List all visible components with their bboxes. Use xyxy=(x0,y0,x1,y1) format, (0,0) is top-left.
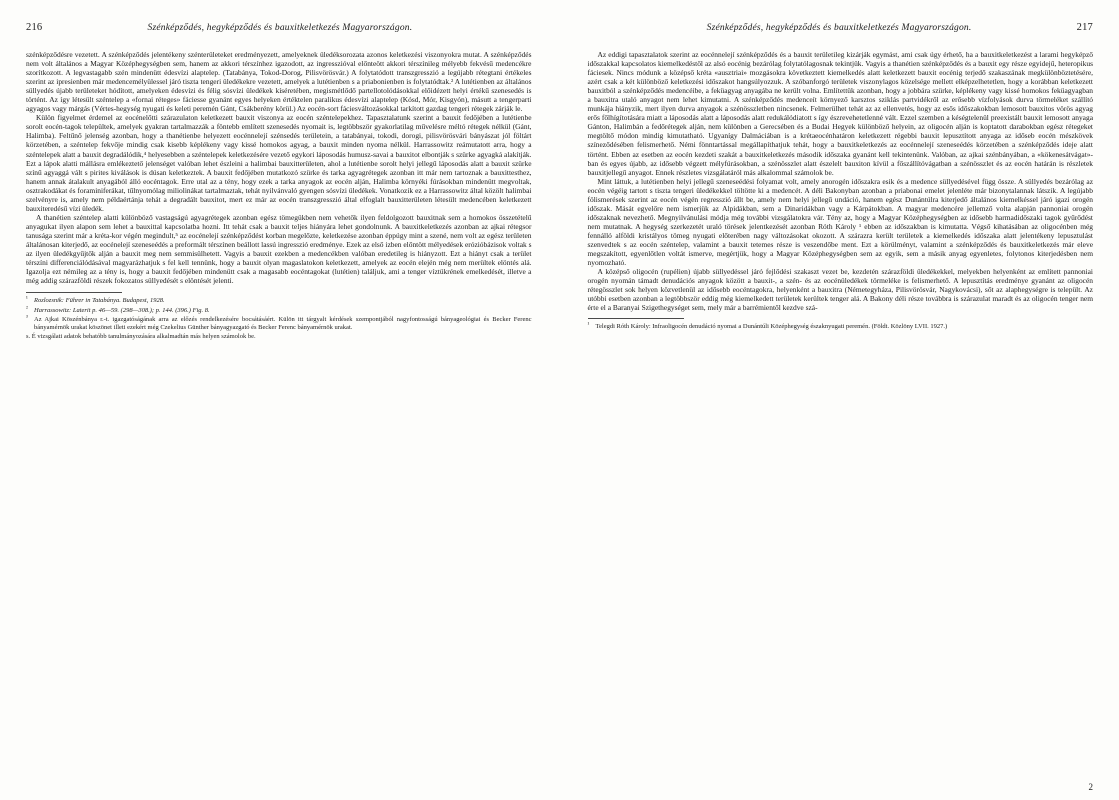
left-page xyxy=(26,22,560,790)
paragraph: A középső oligocén (rupélien) újabb süllyedéssel járó fejlődési szakaszt vezet be, kezdetén szárazföldi üledékekkel, melyekben helyenként az említett pannoniai orogén nyomán támadt denudációs anyagok között a bauxit-, a szén- és az eocénüledékek törmeléke is felismerhető. A lepusztítás eredménye gyanánt az oligocén rétegösszlet sok helyen közvetlenül az idősebb eocéntagokra, helyenként a bauxitra (Németegyháza, Pilisvörösvár, Nagykovácsi), sőt az alaphegységre is települt. Az utóbbi esetben azonban a legtöbbször eddig még kiemelkedett területek kerültek tenger alá. A Bakony déli része továbbra is szárazulat maradt és az oligocén tenger nem érte el a Baranyai Szigethegységet sem, mely már a barrémientől kezdve szá- xyxy=(587,267,1093,313)
paragraph: A thanétien széntelep alatti különböző vastagságú agyagrétegek azonban egész tömegükben nem vehetők ilyen feldolgozott bauxitnak sem a homokos összetételű anyagukat ilyen alapon sem lehet a bauxittal kapcsolatba hozni. Itt tehát csak a bauxit teljes hiányára lehet gondolnunk. A bauxitkeletkezés azonban az ajkai rétegsor tanusága szerint már a kréta-kor végén megindult,⁵ az eocénelejí szénképződést korban megelőzte, keletkezése azonban éppúgy mint a szené, nem volt az egész területen általánosan kiterjedő, az eocénelejí szeneseédés a preformált térszínen beállott lassú ingresszió eredménye. Ezek az első izben előntött mélyedések erózióbázisok voltak s az ilyen üledékgyűjtők alján a bauxit meg nem semmisülhetett. Vagyis a bauxit ezekben a medencékben valóban eredetileg is hiányzott. Ezt a hiányt csak a terület térszíni differenciálódásával magyarázhatjuk s fel kell tennünk, hogy a bauxit olyan magaslatokon keletkezett, amelyek az eocén elején még nem merültek elöntés alá. Igazolja ezt némileg az a tény is, hogy a bauxit fedőjében mindenütt csak a magasabb eocéntagokat (lutétien) találjuk, ami a tenger víztükrének emelkedését, illetve a még addig szárazföldi részek fokozatos süllyedését s elöntését jelenti. xyxy=(26,212,532,286)
right-running-title: Szénképződés, hegyképződés és bauxitkeletkezés Magyarországon. xyxy=(706,23,972,33)
footnote-text: Az Ajkai Köszénbánya r.-t. igazgatóságának arra az előzés rendelkezésére bocsátásáért. Külön itt tárgyalt kérdések szempontjából nagyfontosságú bányageológiai és Becker Ferenc bányamérnök urakat köszönet illeti ezekért még Czekelius Günther bányagyazgató és Becker Ferenc bányamérnök urakat. xyxy=(34,315,532,331)
left-body-text xyxy=(26,50,532,285)
footnote-rule xyxy=(588,318,684,319)
footnote-marker: ¹ xyxy=(26,296,28,303)
footnote-text: Harrassowitz: Laterit p. 46—59. (298—308.); p. 144. (396.) Fig. 8. xyxy=(34,306,210,314)
left-folio: 216 xyxy=(26,22,43,33)
right-running-head xyxy=(588,22,1094,36)
footnote-item xyxy=(26,333,532,341)
left-running-title: Szénképződés, hegyképződés és bauxitkeletkezés Magyarországon. xyxy=(147,23,413,33)
paragraph: Az eddigi tapasztalatok szerint az eocénnelejí szénképződés és a bauxit területileg kizárják egymást, ami csak úgy érhető, ha a bauxitkeletkezést a larami hegyképző időszakkal kapcsolatos kiemelkedéstől az alsó eocénig bezárólag folytatólagosnak tekintjük. Vagyis a thanétien szénképződés és a bauxit egy része egyidejű, heteropikus fáciesek. Nincs módunk a középső kréta «ausztriai» mozgásokra következtett kiemelkedés alatt keletkezett bauxit eocénig terjedő szakaszának megkülönböztetésére, azért csak a két különböző keletkezési időszakot hangsúlyozzuk. A szóbanforgó területek viszonylagos közelsége mellett elképzelhetetlen, hogy a korábban keletkezett bauxitból a szénképződés medencéibe, a feküagyag anyagába ne került volna. Említettük azonban, hogy a jobbára szürke, képlékeny vagy kissé homokos feküagyagban a bauxitra utaló anyagot nem lehet kimutatni. A szénképződés medenceít környező karsztos sziklás partvidékről az erősebb vízfolyások durva törmeléket szállító munkája hiányzik, mert ilyen durva anyagok a szénösszletben nincsenek. Felmerülhet tehát az az ellenvetés, hogy az esős időszakokban lemosott bauxitos vörös agyag erős főlhígítotására miatt a láposodás alatt a láposodás alatt redukálódiatott s így észrevehetetlenné vált. Ezzel szemben a késégtelenül preexistált bauxit lemosott anyaga Gánton, Halimbán a fedőrétegek alján, nem különben a Gerecsében és a Budai Hegyek különböző helyein, az oligocén alján is koptatott darabokban egész rétegeket megtöltő módon mindig kimutatható. Ugyanígy Dalmáciában is a krétaeocénhatáron keletkezett régebbi bauxit lepusztított anyaga az időseb eocén mészkövek színeződésében felismerhető. Némi fönntartással megállapíthatjuk tehát, hogy a bauxitkeletkezés az eocénnelejí szeneseédés körzetében a szénképződés ideje alatt történt. Ebben az esetben az eocén kezdeti szakát a bauxitkeletkezés második időszaka gyanánt kell tekintenünk. Valóban, az ajkai szénbányában, a «kökenesátvágat»-ban és egyes újabb, az idősebb végzett mélyfúrásokban, a szénösszlet alatt észelelt bauxiton kívül a főszállítóvágatban a szénösszlet és az eocén határán is részletek bauxitjellegű anyagot. Ennek részletes vizsgálatáról más alkalommal számolok be. xyxy=(587,50,1093,177)
paragraph: szénképződésre vezetett. A szénképződés jelentékeny szénterületeket eredményezett, amelyeknek üledéksorozata azonos keletkezési viszonyokra mutat. A szénképződés nem volt általános a Magyar Középhegységben sem, hanem az akkori térszínhez igazodott, az ingresszióval előnteött akkori térszínileg mélyebb fekvésű medencékre szorítkozott. A legvastagabb szén mindenütt édesvízi alaptelep. (Tatabánya, Tokod-Dorog, Pilisvörösvár.) A folytatódott transzgresszió a legújabb rétegtani értékeles szerint az ipresienben már medencemélyülessel járó tiszta tengeri üledékekre vezetett, amelyek a lutétienben s a priabonienben is folytatódtak.² A lutétienben az általános süllyedés újabb területeket hódított, amelyeken édesvízi és félig sósvízi üledékek kíséretében, megismétlődő partellotolódásokkal előidézett helyi értékű szenesedés is történt. Az így létesült széntelep a «fornai réteges» fáciesse gyanánt egyes helyeken értéktelen paralikus édesvízi alaptelep (Kósd, Mór, Kisgyón), másutt a tengerparti agyagos vagy márgás (Vértes-hegység nyugati és keleti peremén Gánt, Csákberény körül.) Az eocén-sort fáciesváltozásokkal tarkított gazdag tengeri rétegek zárják le. xyxy=(26,50,532,114)
footnote-item xyxy=(26,316,532,332)
footnote-text: Rozlozsnik: Führer in Tatabánya. Budapest, 1928. xyxy=(34,297,165,305)
right-folio: 217 xyxy=(1076,22,1093,33)
footnote-text: s. É vizsgálati adatok behatóbb tanulmányozására alkalmadtán más helyen számolok be. xyxy=(26,332,256,340)
footnote-marker: ¹ xyxy=(587,322,590,329)
footnote-item xyxy=(26,307,532,315)
footnote-item xyxy=(26,297,532,305)
left-running-head xyxy=(26,22,532,36)
footnote-item xyxy=(588,323,1094,331)
footnote-rule xyxy=(26,292,122,293)
right-footnotes xyxy=(588,318,1094,331)
left-footnotes xyxy=(26,292,532,340)
footnote-text: Telegdi Róth Károly: Infraoligocén denudáció nyomai a Dunántúli Középhegység északnyugati peremén. (Földt. Közlöny LVII. 1927.) xyxy=(595,323,948,331)
footnote-marker: ³ xyxy=(26,314,28,321)
signature-number: 2 xyxy=(1088,782,1093,792)
right-body-text xyxy=(588,50,1094,312)
paragraph: Külön figyelmet érdemel az eocénelőtti szárazulaton keletkezett bauxit viszonya az eocén széntelepekhez. Tapasztalatunk szerint a bauxit fedőjében a lutétienbe sorolt eocén-tagok települtek, amelyek gyakran tartalmazzák a föntebb említett szenesedés nyomait is, legtöbbször gyakorlatilag művelésre méltó rétegek nélkül (Gánt, Halimba). Feltűnő jelenség azonban, hogy a thanétienbe helyezett eocénnelejí szénsedés területein, a tatabányai, tokodi, dorogi, pilisvörösvári bányászat jól föltárt körzetében, a széntelep fekvője mindig csak kisebb képlékeny vagy kissé homokos agyag, a bauxit minden nyoma nélkül. Harrassowitz reámutatott arra, hogy a széntelepek alatt a bauxit degradálódik,⁴ helyesebben a széntelepek keletkezésére vezető egykori láposodás humusz-savai a bauxitot elbontják s szürke agyagká alakítják. Ezt a lápok alatti mállásra emlékeztető jelenséget valóban lehet észleini a halimbai bauxitterületen, ahol a lutétienbe sorolt helyi jellegű láposodás alatt a bauxit szürke színű agyaggá vált s pirites kiválások is dúsan keletkeztek. A bauxit fedőjében mutatkozó szürke és tarka agyagrétegek azonban itt már nem tartoznak a bauxittesthez, hanem annak átalakult anyagából álló eocéntagok. Erre utal az a tény, hogy ezek a tarka anyagok az eocén alján, Halimba környéki fúrásokban mindenütt megvoltak, osztrakodákat és foraminiferákat, tűlnyomólag miliolinákat tartalmaztak, tehát nyilvánvaló gyengen sósvízi üledékek. Vonatkozik ez a Harrassowitz által közölt halimbai szelvényre is, amely nem példaértánja tehát a degradált bauxitot, mert ez már az eocén transzgresszió által elfoglalt bauxitterületen létesült medencében keletkezett bauxiteredésű vízi üledék. xyxy=(26,113,532,213)
footnote-marker: ² xyxy=(26,305,28,312)
right-page xyxy=(560,22,1094,790)
paragraph: Mint láttuk, a lutétienben helyi jellegű szeneseédési folyamat volt, amely anorogén időszakra esik és a medence süllyedésével függ össze. A süllyedés bezárólag az eocén végéig tartott s tiszta tengeri üledékekkel töltötte ki a medencét. A déli Bakonyban azonban a priabonai emelet jelenléte már bizonytalannak látszik. A legújabb fölismerések szerint az eocén végén regresszió állt be, amely nem helyi jellegű undáció, hanem egész Dunántúlra kiterjedő általános kiemelkéssel járó igazi orogén időszak. Mását egyelőre nem ismerjük az Alpidákban, sem a Dinaridákban vagy a Kárpátokban. A magyar medencére jellemző volta alapján pannoniai orogén időszaknak nevezhető. Megnyilvánulási módja még további vizsgálatokra vár. Tény az, hogy a Magyar Középhegységben az idősebb harmadidőszaki tagok gyűrődést nem mutatnak. A hegység szerkezetét uraló törések jelentkezését azonban Róth Károly ¹ ebben az időszakban is kimutatta. Végső kihatásában az oligocénben még fennálló alföldi kristályos tömeg nyugati előterében nagy változásokat okozott. A szárazra került területek a kiemelkedés időszaka alatt jelentékeny lepusztulást szenvedtek s az eocén széntelep, valamint a bauxit tetemes része is veszendőbe ment. Ezt a körülményt, valamint a szénképződés és bauxitkeletkezés már eleve megszakított, egyenlőtlen voltát ismerve, megértjük, hogy a Magyar Középhegységben sem az egyik, sem a másik anyag egyenletes, folytonos kiterjedésben nem nyomozható. xyxy=(587,176,1093,268)
